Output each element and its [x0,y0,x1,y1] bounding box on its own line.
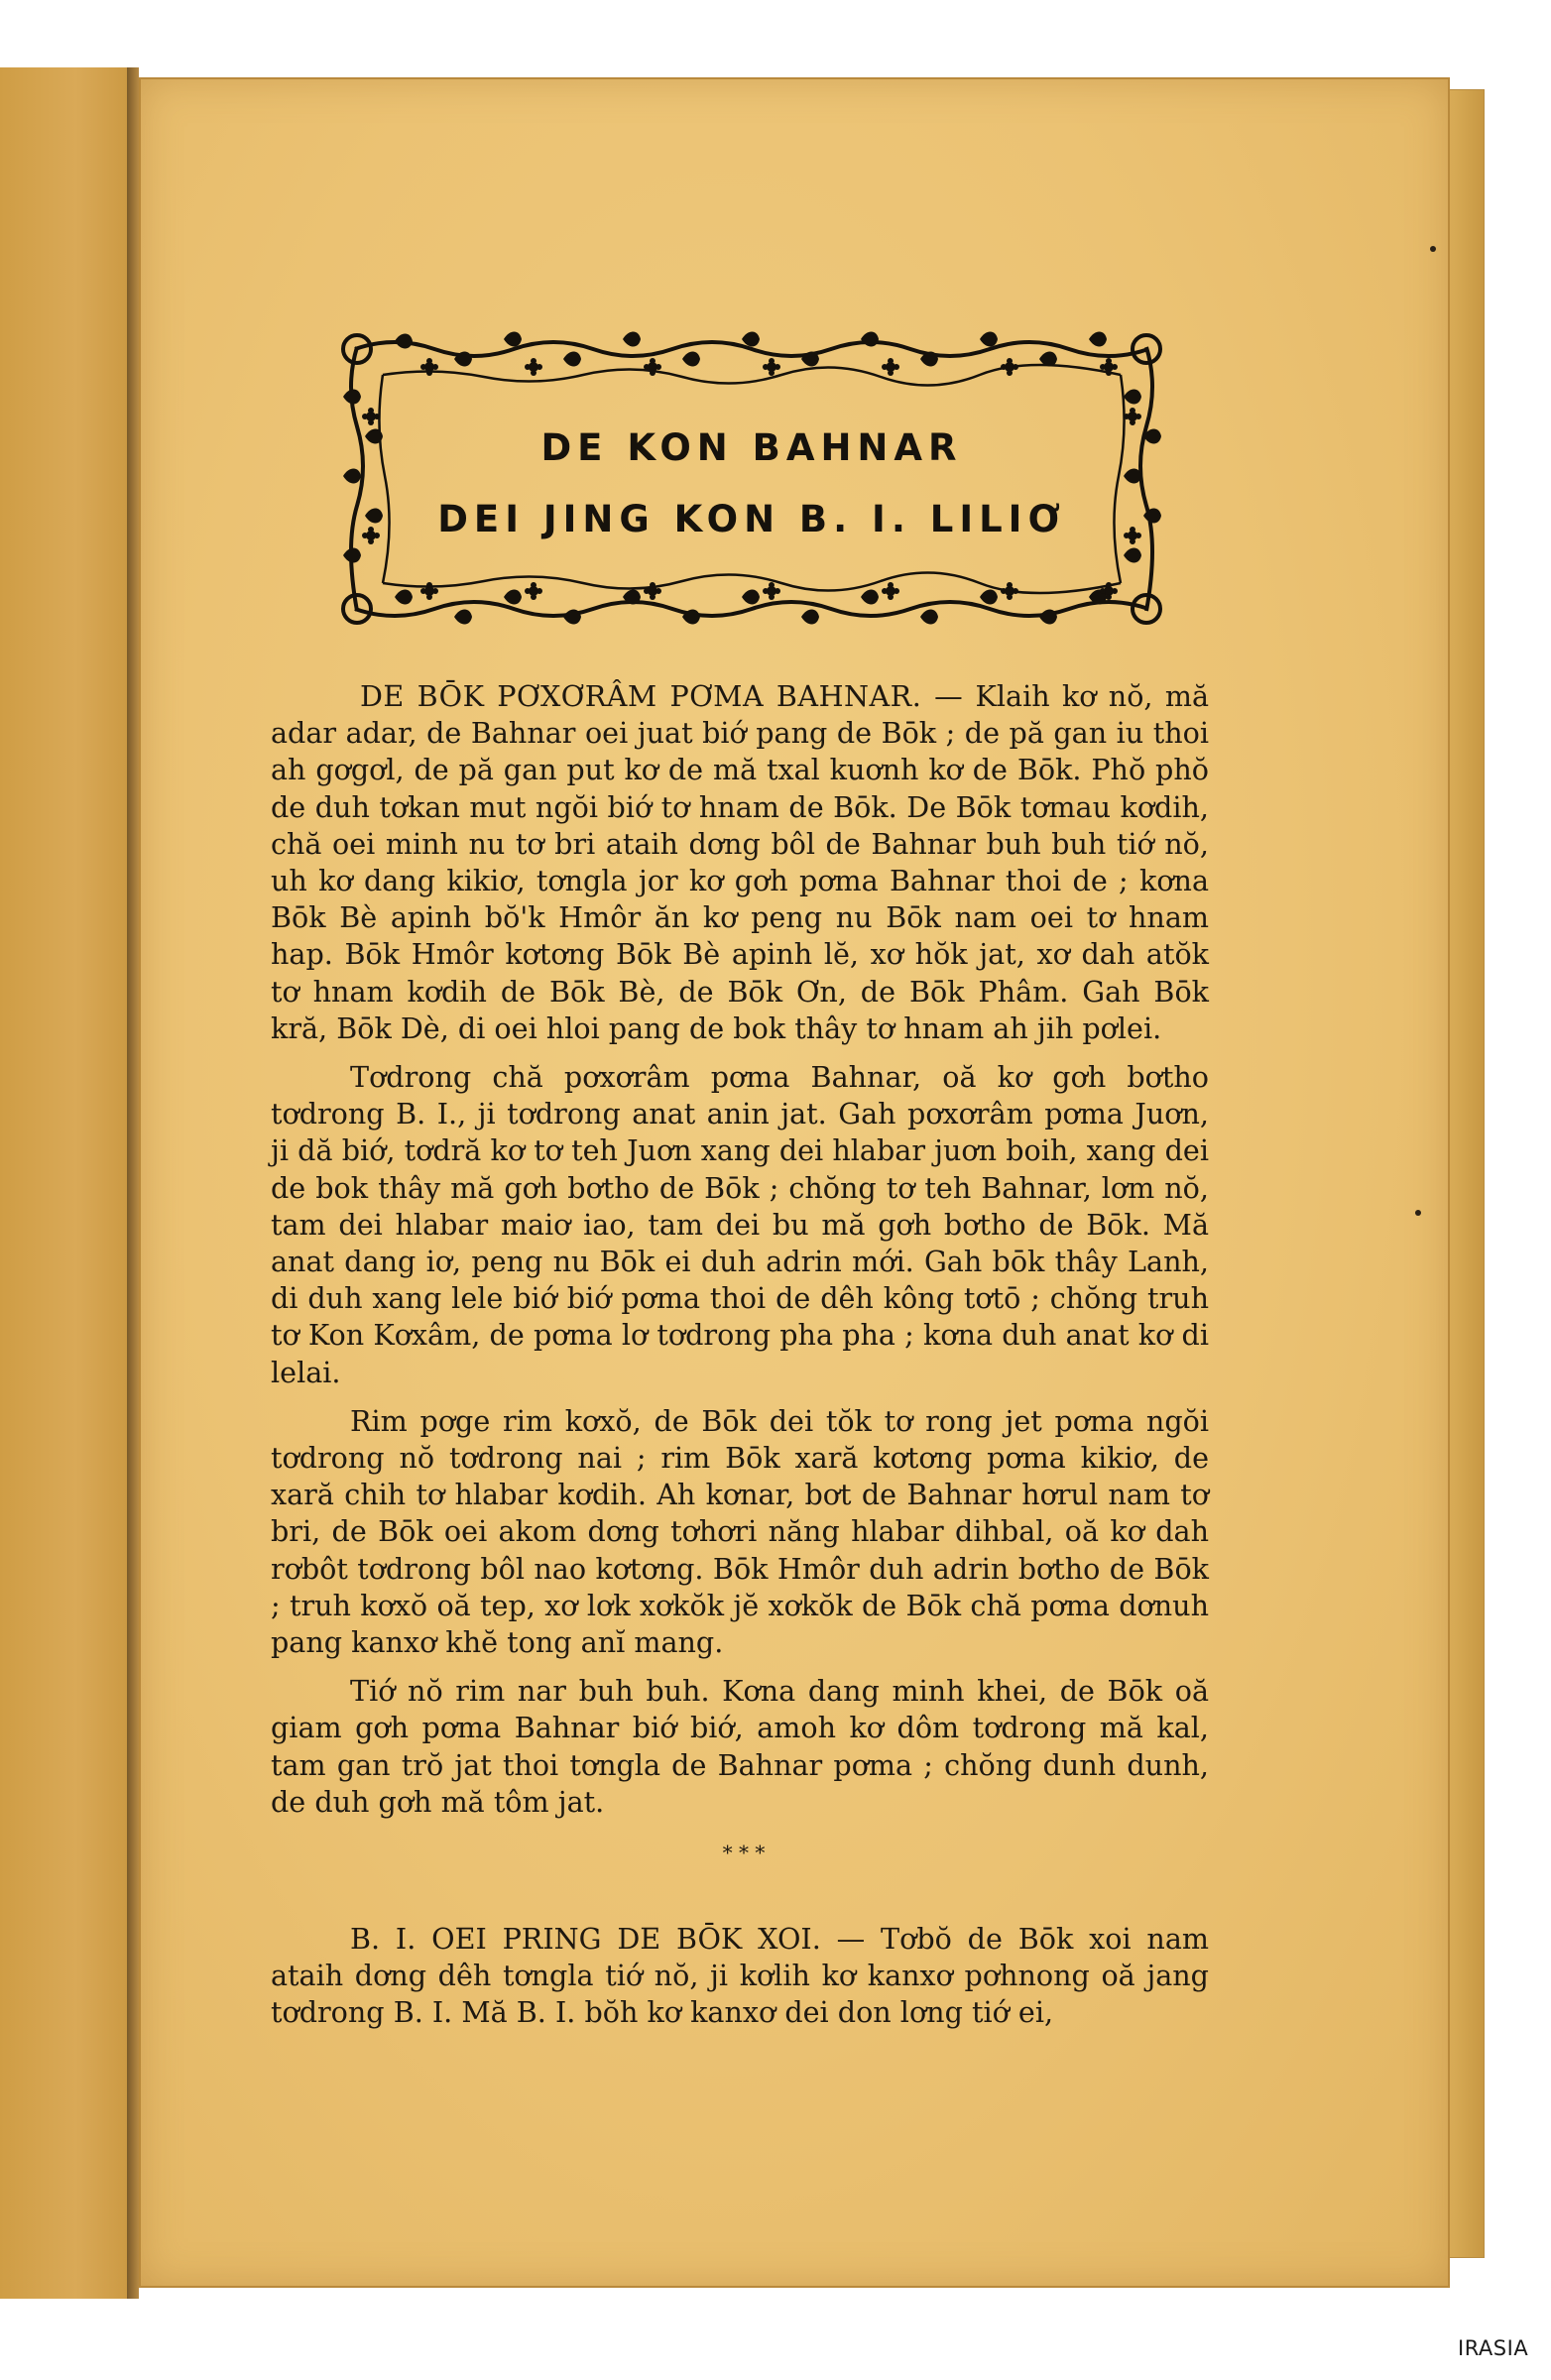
paragraph-text: Klaih kơ nŏ, mă adar adar, de Bahnar oei juat biớ pang de Bōk ; de pă gan iu thoi ah gơgơl, de pă gan put kơ de mă txal kuơnh kơ de Bōk. Phŏ phŏ de duh tơkan mut ngŏi biớ tơ hnam de Bōk. De Bōk tơmau kơdih, chă oei minh nu tơ bri ataih dơng bôl de Bahnar buh buh tiớ nŏ, uh kơ dang kikiơ, tơngla jor kơ gơh pơma Bahnar thoi de ; kơna Bōk Bè apinh bŏ'k Hmôr ăn kơ peng nu Bōk nam oei tơ hnam hap. Bōk Hmôr kơtơng Bōk Bè apinh lĕ, xơ hŏk jat, xơ dah atŏk tơ hnam kơdih de Bōk Bè, de Bōk Ơn, de Bōk Phâm. Gah Bōk kră, Bōk Dè, di oei hloi pang de bok thây tơ hnam ah jih pơlei. [271,679,1209,1045]
source-watermark: IRASIA [1458,2336,1529,2360]
section-heading: DE BŌK PƠXƠRÂM PƠMA BAHNAR. — [360,679,964,713]
left-facing-page [0,67,129,2299]
paragraph: Rim pơge rim kơxŏ, de Bōk dei tŏk tơ rong jet pơma ngŏi tơdrong nŏ tơdrong nai ; rim Bōk xară kơtơng pơma kikiơ, de xară chih tơ hlabar kơdih. Ah kơnar, bơt de Bahnar hơrul nam tơ bri, de Bōk oei akom dơng tơhơri năng hlabar dihbal, oă kơ dah rơbôt tơdrong bôl nao kơtơng. Bōk Hmôr duh adrin bơtho de Bōk ; truh kơxŏ oă tep, xơ lơk xơkŏk jĕ xơkŏk de Bōk chă pơma dơnuh pang kanxơ khĕ tong anĭ mang. [271,1403,1209,1660]
page-gutter [127,67,139,2299]
paragraph-text: Tơbŏ de Bōk xoi nam ataih dơng dêh tơngla tiớ nŏ, ji kơlih kơ kanxơ pơhnong oă jang tơdrong B. I. Mă B. I. bŏh kơ kanxơ dei don lơng tiớ ei, [271,1922,1209,2030]
paragraph: Tiớ nŏ rim nar buh buh. Kơna dang minh khei, de Bōk oă giam gơh pơma Bahnar biớ biớ, amoh kơ dôm tơdrong mă kal, tam gan trŏ jat thoi tơngla de Bahnar pơma ; chŏng dunh dunh, de duh gơh mă tôm jat. [271,1674,1209,1819]
article-body [271,678,1209,1833]
ornamental-title-frame [335,327,1168,629]
paragraph [271,678,1209,1047]
page-speck [1430,246,1436,252]
page-subtitle: DEI JING KON B. I. LILIƠ [437,498,1066,540]
vine-border-icon [335,327,1168,629]
paragraph [271,1921,1209,2032]
page-speck [1415,1210,1421,1216]
paragraph: Tơdrong chă pơxơrâm pơma Bahnar, oă kơ gơh bơtho tơdrong B. I., ji tơdrong anat anin jat. Gah pơxơrâm pơma Juơn, ji dă biớ, tơdră kơ tơ teh Juơn xang dei hlabar juơn boih, xang dei de bok thây mă gơh bơtho de Bōk ; chŏng tơ teh Bahnar, lơm nŏ, tam dei hlabar maiơ iao, tam dei bu mă gơh bơtho de Bōk. Mă anat dang iơ, peng nu Bōk ei duh adrin mới. Gah bōk thây Lanh, di duh xang lele biớ biớ pơma thoi de dêh kông tơtō ; chŏng truh tơ Kon Kơxâm, de pơma lơ tơdrong pha pha ; kơna duh anat kơ di lelai. [271,1060,1209,1389]
page-title: DE KON BAHNAR [540,426,963,469]
section-heading: B. I. OEI PRING DE BŌK XOI. — [350,1922,866,1956]
section-divider: * * * [722,1841,766,1864]
article-body-continued [271,1921,1209,2032]
